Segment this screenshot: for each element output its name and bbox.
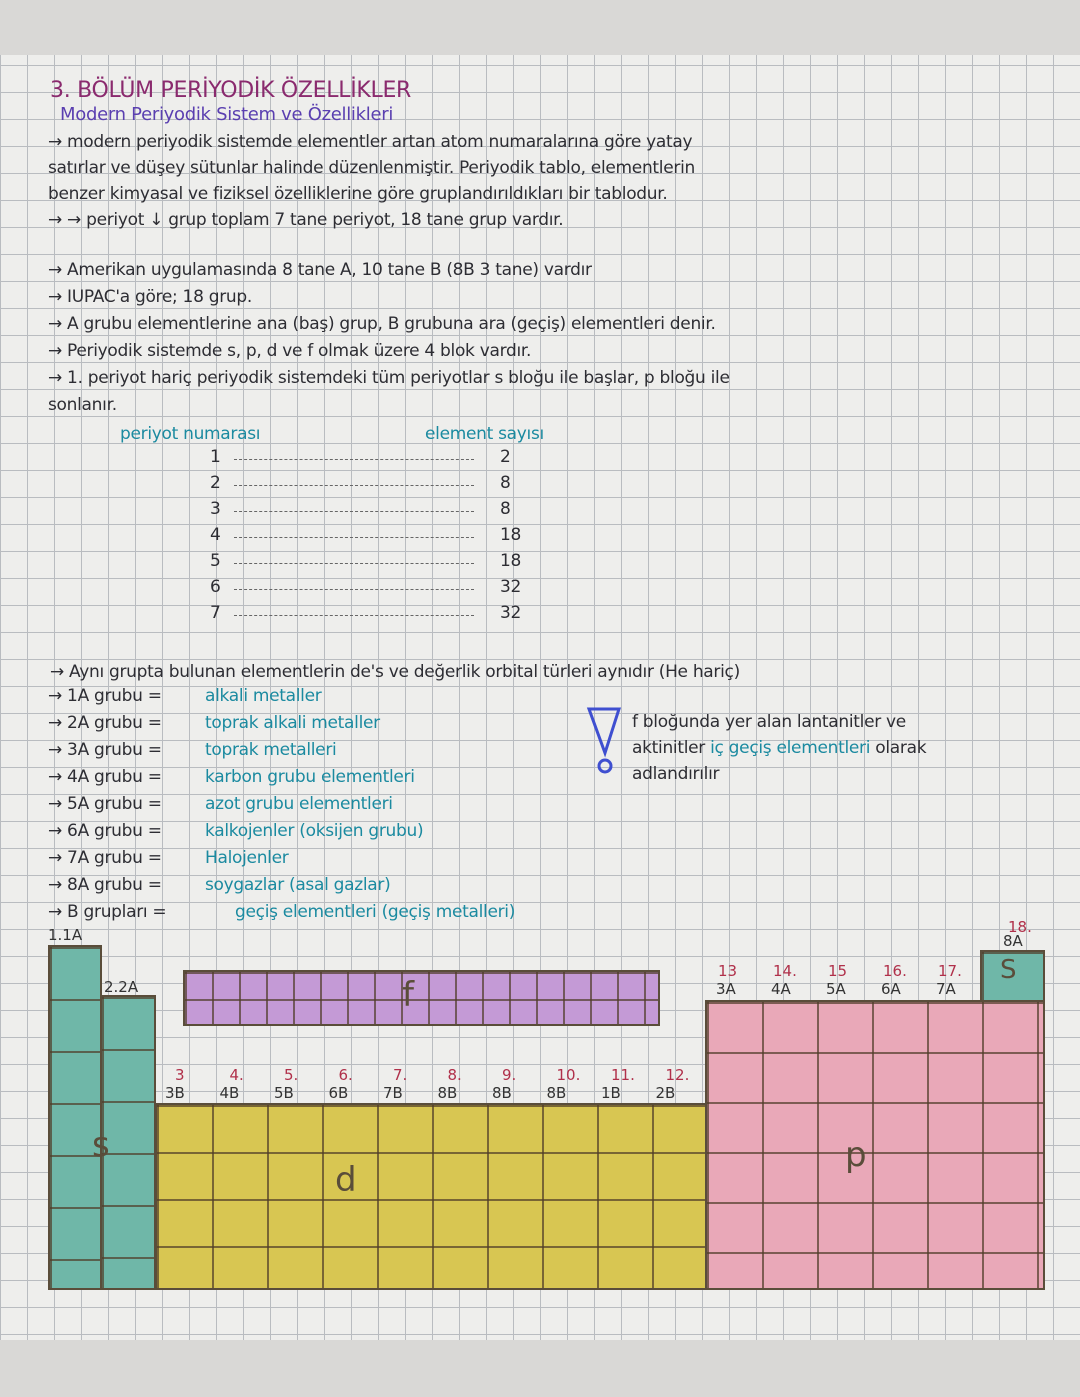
f-block-label: f [402, 975, 414, 1015]
warning-icon [585, 705, 625, 775]
note-line2c: olarak [875, 738, 927, 758]
period-number: 6 [210, 577, 221, 597]
subtitle: Modern Periyodik Sistem ve Özellikleri [60, 104, 394, 125]
p-group-label: 3A [716, 980, 736, 998]
dash-line [234, 533, 474, 538]
p-group-label: 7A [936, 980, 956, 998]
d-group-label: 2B [655, 1084, 676, 1102]
group-description: kalkojenler (oksijen grubu) [205, 821, 424, 841]
dash-line [234, 481, 474, 486]
d-group-number: 12. [665, 1066, 690, 1084]
p-group-label: 6A [881, 980, 901, 998]
fact-line: → A grubu elementlerine ana (baş) grup, B grubuna ara (geçiş) elementleri denir. [48, 314, 716, 334]
p-group-number: 14. [773, 962, 797, 980]
period-number: 2 [210, 473, 221, 493]
group-name: → B grupları = [48, 902, 167, 922]
p-group-number: 17. [938, 962, 962, 980]
dash-line [234, 455, 474, 460]
d-group-number: 5. [284, 1066, 299, 1084]
fact-line: → Amerikan uygulamasında 8 tane A, 10 tane B (8B 3 tane) vardır [48, 260, 592, 280]
intro-line: → modern periyodik sistemde elementler artan atom numaralarına göre yatay [48, 132, 693, 152]
d-group-label: 7B [383, 1084, 403, 1102]
d-group-label: 4B [219, 1084, 240, 1102]
intro-line: → → periyot ↓ grup toplam 7 tane periyot, 18 tane grup vardır. [48, 210, 564, 230]
group-description: karbon grubu elementleri [205, 767, 415, 787]
p-group-number: 15 [828, 962, 848, 980]
group-name: → 7A grubu = [48, 848, 162, 868]
note-line3: adlandırılır [632, 764, 720, 784]
period-header: periyot numarası [120, 424, 261, 444]
group-name: → 2A grubu = [48, 713, 162, 733]
group-name: → 8A grubu = [48, 875, 162, 895]
dash-line [234, 559, 474, 564]
fact-line: → 1. periyot hariç periyodik sistemdeki tüm periyotlar s bloğu ile başlar, p bloğu ile [48, 368, 730, 388]
element-count: 2 [500, 447, 511, 467]
p-group-label: 4A [771, 980, 791, 998]
element-count: 32 [500, 577, 522, 597]
dash-line [234, 611, 474, 616]
fact-line: → IUPAC'a göre; 18 grup. [48, 287, 252, 307]
d-group-number: 8. [447, 1066, 462, 1084]
d-group-label: 6B [328, 1084, 349, 1102]
d-group-number: 7. [393, 1066, 408, 1084]
p-block [705, 1000, 1045, 1290]
d-group-number: 9. [502, 1066, 517, 1084]
group-description: alkali metaller [205, 686, 322, 706]
p-block-label: p [845, 1135, 867, 1175]
element-count: 8 [500, 473, 511, 493]
d-group-number: 10. [556, 1066, 581, 1084]
group1-label: 1.1A [48, 926, 83, 944]
same-group-note: → Aynı grupta bulunan elementlerin de's ve değerlik orbital türleri aynıdır (He hariç) [50, 662, 740, 682]
page-title: 3. BÖLÜM PERİYODİK ÖZELLİKLER [50, 78, 412, 103]
d-group-label: 3B [165, 1084, 185, 1102]
group2-label: 2.2A [104, 978, 139, 996]
period-number: 4 [210, 525, 221, 545]
group-name: → 4A grubu = [48, 767, 162, 787]
p-group-label: 5A [826, 980, 846, 998]
s-block-he-label: S [1000, 955, 1017, 985]
period-number: 1 [210, 447, 221, 467]
group-name: → 1A grubu = [48, 686, 162, 706]
period-number: 3 [210, 499, 221, 519]
d-group-number: 11. [611, 1066, 635, 1084]
element-count: 18 [500, 525, 522, 545]
fact-line: → Periyodik sistemde s, p, d ve f olmak üzere 4 blok vardır. [48, 341, 532, 361]
p-group-number: 16. [883, 962, 907, 980]
d-group-number: 4. [229, 1066, 244, 1084]
s-block-label: s [92, 1125, 110, 1165]
group-name: → 6A grubu = [48, 821, 162, 841]
d-group-number: 3 [175, 1066, 185, 1084]
f-block [183, 970, 660, 1026]
note-line2a: aktinitler [632, 738, 705, 758]
group-description: azot grubu elementleri [205, 794, 393, 814]
d-block [155, 1103, 707, 1290]
group-description: toprak alkali metaller [205, 713, 380, 733]
d-group-label: 5B [274, 1084, 294, 1102]
note-line1: f bloğunda yer alan lantanitler ve [632, 712, 906, 732]
d-group-label: 8B [492, 1084, 512, 1102]
element-count: 18 [500, 551, 522, 571]
d-group-label: 1B [601, 1084, 621, 1102]
d-group-number: 6. [338, 1066, 353, 1084]
count-header: element sayısı [425, 424, 544, 444]
intro-line: satırlar ve düşey sütunlar halinde düzenlenmiştir. Periyodik tablo, elementlerin [48, 158, 695, 178]
group-name: → 3A grubu = [48, 740, 162, 760]
group-description: toprak metalleri [205, 740, 337, 760]
group-description: soygazlar (asal gazlar) [205, 875, 391, 895]
group-description: geçiş elementleri (geçiş metalleri) [235, 902, 516, 922]
element-count: 32 [500, 603, 522, 623]
dash-line [234, 585, 474, 590]
period-number: 7 [210, 603, 221, 623]
d-group-label: 8B [546, 1084, 567, 1102]
fact-line: sonlanır. [48, 395, 117, 415]
d-group-label: 8B [437, 1084, 458, 1102]
group18-label: 8A [1003, 932, 1023, 950]
note-line2b: iç geçiş elementleri [710, 738, 871, 758]
period-number: 5 [210, 551, 221, 571]
dash-line [234, 507, 474, 512]
s-block-1a [48, 945, 102, 1290]
d-block-label: d [335, 1160, 357, 1200]
p-group-number: 13 [718, 962, 738, 980]
element-count: 8 [500, 499, 511, 519]
group-description: Halojenler [205, 848, 289, 868]
group-name: → 5A grubu = [48, 794, 162, 814]
group18-number: 18. [1008, 918, 1032, 936]
intro-line: benzer kimyasal ve fiziksel özelliklerine göre gruplandırıldıkları bir tablodur. [48, 184, 668, 204]
